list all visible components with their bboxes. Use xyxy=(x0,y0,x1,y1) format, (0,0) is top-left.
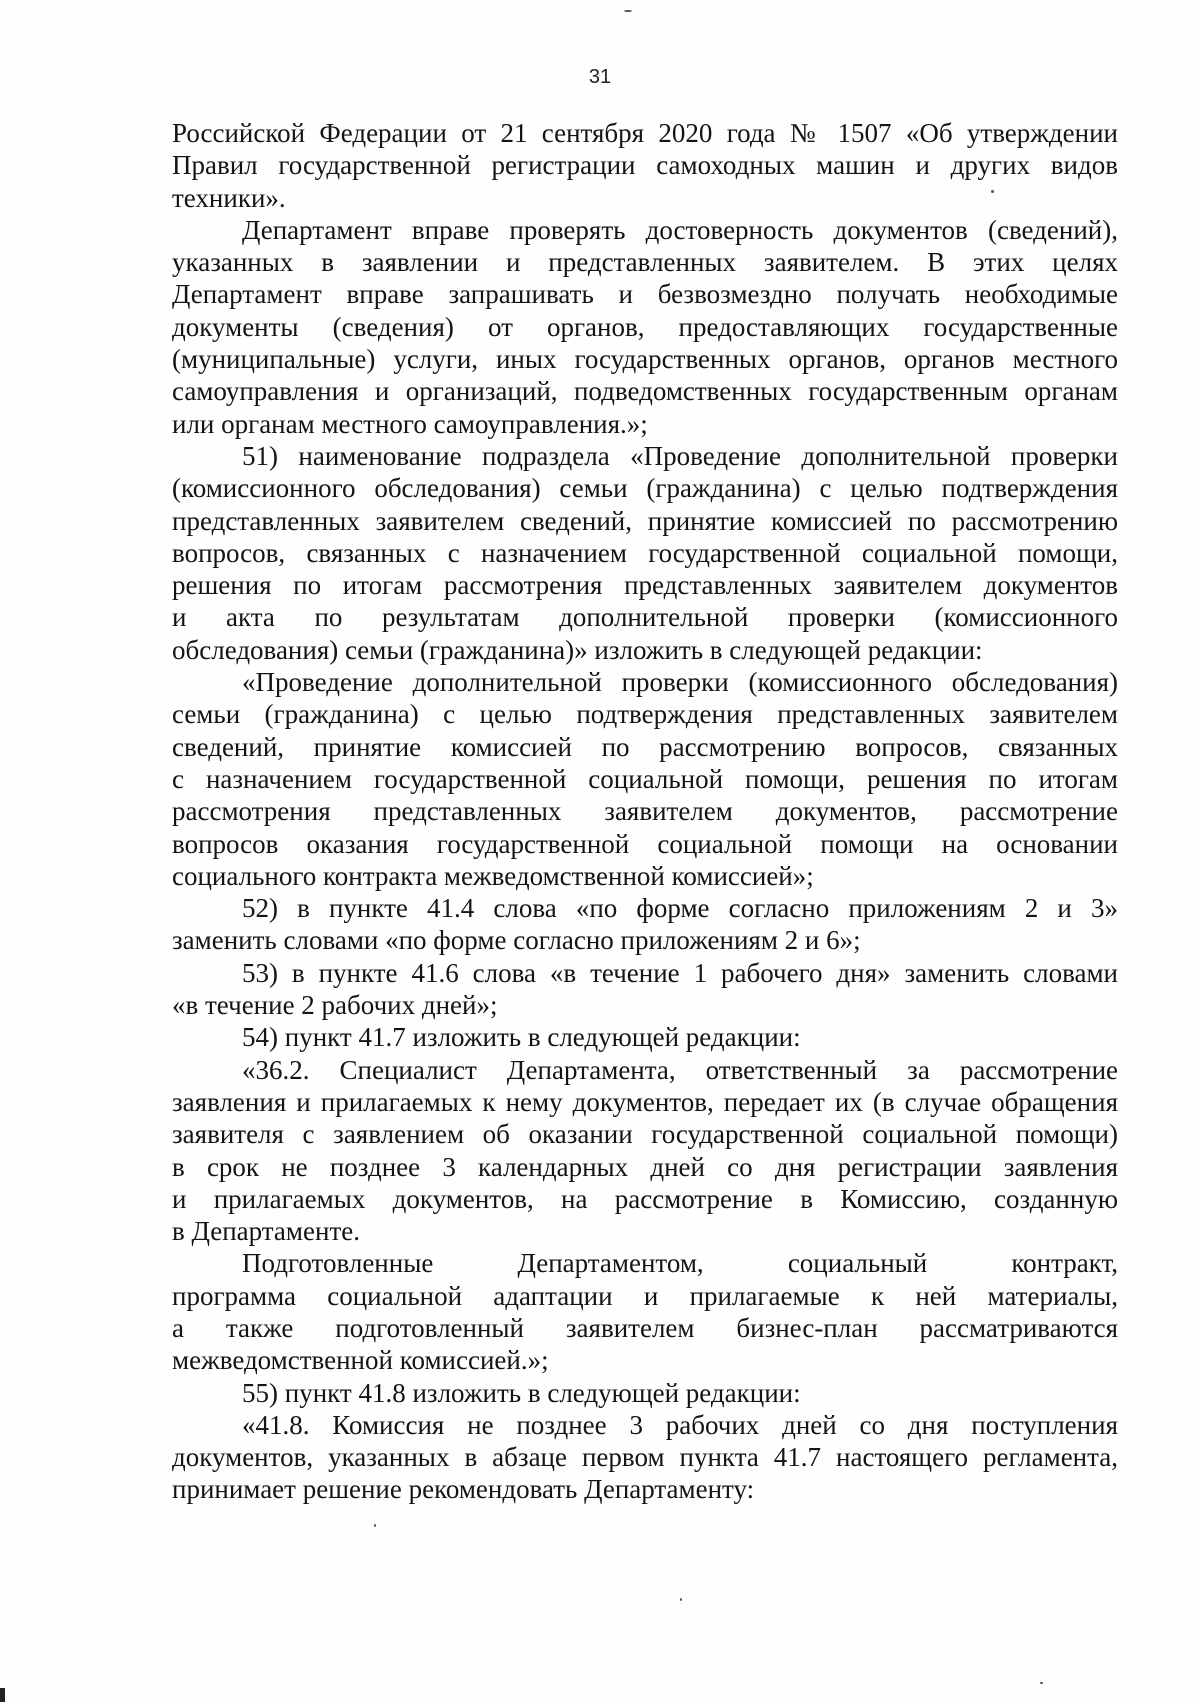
text-line: обследования) семьи (гражданина)» изложить в следующей редакции: xyxy=(172,634,983,665)
text-line: Департамент вправе запрашивать и безвозмездно получать необходимые xyxy=(172,279,1118,310)
text-line: в Департаменте. xyxy=(172,1216,360,1247)
text-line: заменить словами «по форме согласно приложениям 2 и 6»; xyxy=(172,925,861,956)
text-line: и акта по результатам дополнительной проверки (комиссионного xyxy=(172,602,1118,633)
text-line: 54) пункт 41.7 изложить в следующей редакции: xyxy=(242,1022,801,1053)
text-line: «41.8. Комиссия не позднее 3 рабочих дней со дня поступления xyxy=(242,1409,1118,1440)
text-line: 53) в пункте 41.6 слова «в течение 1 рабочего дня» заменить словами xyxy=(242,957,1118,988)
text-line: с назначением государственной социальной помощи, решения по итогам xyxy=(172,763,1118,794)
scan-speck xyxy=(0,1688,5,1702)
page-number: 31 xyxy=(588,66,612,88)
text-line: «Проведение дополнительной проверки (комиссионного обследования) xyxy=(242,667,1118,698)
text-line: самоуправления и организаций, подведомственных государственным органам xyxy=(172,376,1118,407)
text-line: представленных заявителем сведений, принятие комиссией по рассмотрению xyxy=(172,505,1118,536)
text-line: социального контракта межведомственной комиссией»; xyxy=(172,860,814,891)
text-line: вопросов оказания государственной социальной помощи на основании xyxy=(172,828,1118,859)
text-line: заявителя с заявлением об оказании государственной социальной помощи) xyxy=(172,1119,1118,1150)
text-line: 51) наименование подраздела «Проведение дополнительной проверки xyxy=(242,440,1118,471)
text-line: указанных в заявлении и представленных заявителем. В этих целях xyxy=(172,247,1118,278)
text-line: рассмотрения представленных заявителем документов, рассмотрение xyxy=(172,796,1118,827)
scan-speck xyxy=(680,1598,682,1601)
text-line: 55) пункт 41.8 изложить в следующей редакции: xyxy=(242,1377,801,1408)
text-line: техники». xyxy=(172,182,286,213)
text-line: сведений, принятие комиссией по рассмотрению вопросов, связанных xyxy=(172,731,1118,762)
text-line: и прилагаемых документов, на рассмотрение в Комиссию, созданную xyxy=(172,1183,1118,1214)
text-line: вопросов, связанных с назначением государственной социальной помощи, xyxy=(172,537,1118,568)
text-line: документы (сведения) от органов, предоставляющих государственные xyxy=(172,311,1118,342)
scan-speck xyxy=(1040,1682,1043,1684)
text-line: решения по итогам рассмотрения представленных заявителем документов xyxy=(172,570,1118,601)
text-line: Департамент вправе проверять достоверность документов (сведений), xyxy=(242,214,1118,245)
text-line: или органам местного самоуправления.»; xyxy=(172,408,648,439)
text-line: Правил государственной регистрации самоходных машин и других видов xyxy=(172,150,1118,181)
text-line: «36.2. Специалист Департамента, ответственный за рассмотрение xyxy=(242,1054,1118,1085)
text-line: принимает решение рекомендовать Департаменту: xyxy=(172,1474,755,1505)
text-line: Подготовленные Департаментом, социальный контракт, xyxy=(242,1248,1118,1279)
text-line: семьи (гражданина) с целью подтверждения представленных заявителем xyxy=(172,699,1118,730)
text-line: заявления и прилагаемых к нему документов, передает их (в случае обращения xyxy=(172,1086,1118,1117)
document-body xyxy=(172,117,1118,1506)
text-line: документов, указанных в абзаце первом пункта 41.7 настоящего регламента, xyxy=(172,1442,1118,1473)
text-line: (комиссионного обследования) семьи (гражданина) с целью подтверждения xyxy=(172,473,1118,504)
scan-speck xyxy=(624,10,632,12)
scan-speck xyxy=(991,190,994,193)
scan-speck xyxy=(374,1524,376,1527)
text-line: а также подготовленный заявителем бизнес-план рассматриваются xyxy=(172,1312,1118,1343)
text-line: в срок не позднее 3 календарных дней со дня регистрации заявления xyxy=(172,1151,1118,1182)
text-line: межведомственной комиссией.»; xyxy=(172,1345,549,1376)
text-line: «в течение 2 рабочих дней»; xyxy=(172,990,498,1021)
text-line: (муниципальные) услуги, иных государственных органов, органов местного xyxy=(172,344,1118,375)
text-line: Российской Федерации от 21 сентября 2020 года № 1507 «Об утверждении xyxy=(172,118,1118,148)
text-line: 52) в пункте 41.4 слова «по форме согласно приложениям 2 и 3» xyxy=(242,893,1118,924)
text-line: программа социальной адаптации и прилагаемые к ней материалы, xyxy=(172,1280,1118,1311)
